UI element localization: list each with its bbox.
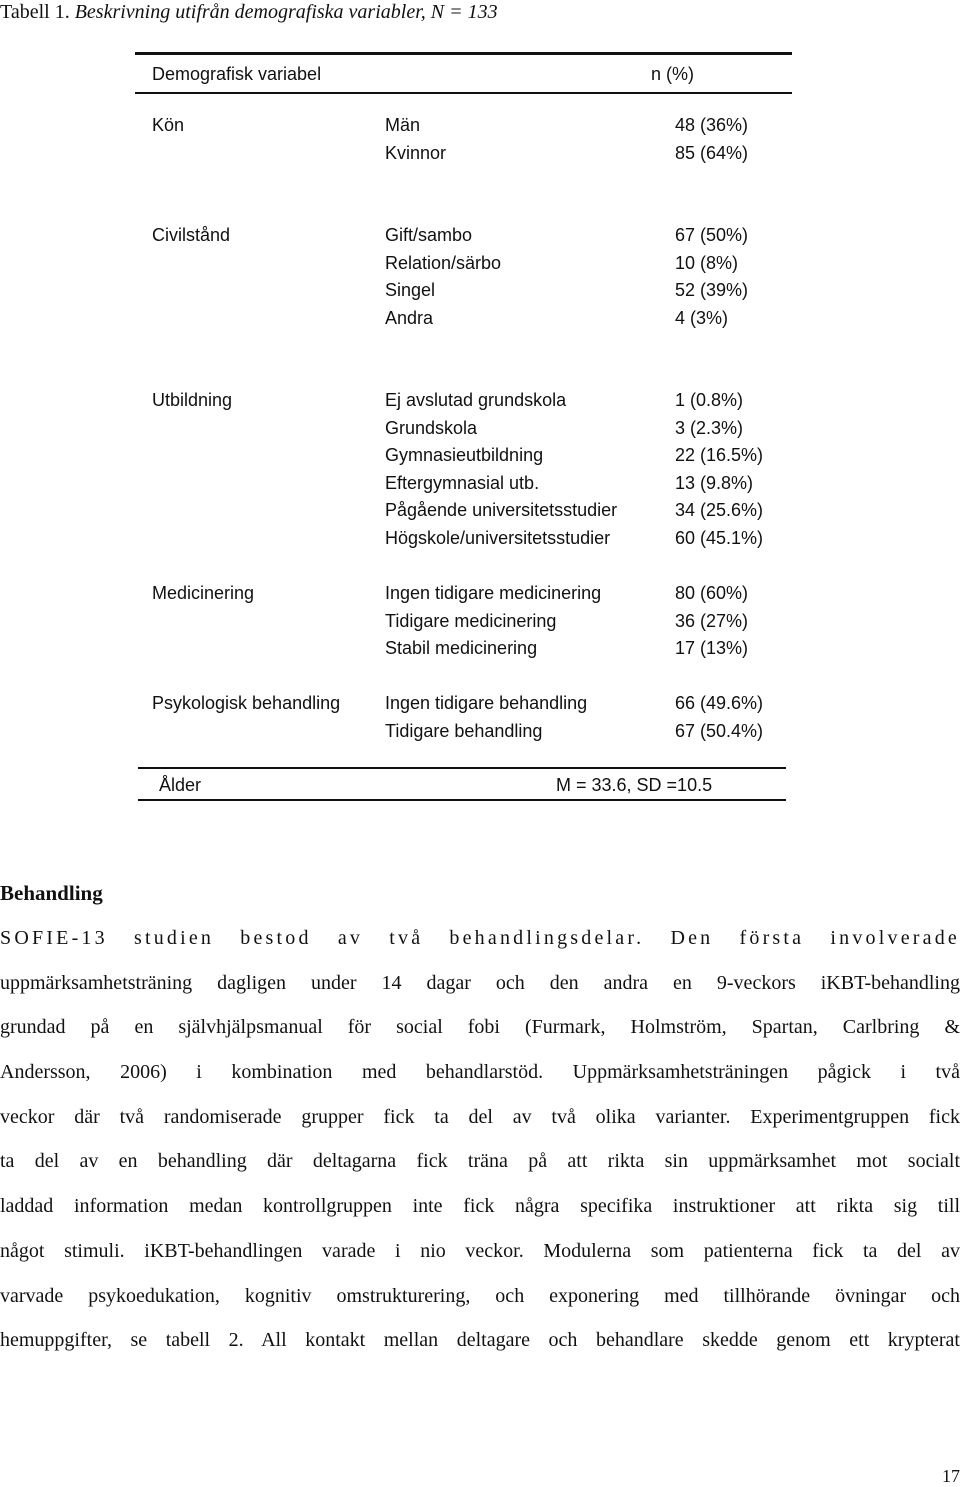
row-value: 36 (27%) — [675, 610, 749, 631]
group-name: Medicinering — [152, 583, 255, 603]
row-category: Andra — [385, 307, 434, 328]
row-value: 67 (50%) — [675, 225, 749, 245]
row-value: 52 (39%) — [675, 280, 749, 300]
table-row — [385, 497, 785, 525]
row-category: Gift/sambo — [385, 225, 473, 245]
body-paragraph — [0, 916, 960, 1363]
row-category: Eftergymnasial utb. — [385, 472, 540, 493]
table-row — [385, 305, 785, 333]
age-value: M = 33.6, SD =10.5 — [556, 775, 713, 795]
row-value: 22 (16.5%) — [675, 445, 764, 465]
row-value: 13 (9.8%) — [675, 472, 754, 493]
row-value: 80 (60%) — [675, 583, 749, 603]
table-row — [385, 222, 785, 250]
table-row — [385, 690, 785, 718]
row-category: Män — [385, 115, 421, 135]
table-bottom-rule — [138, 799, 786, 801]
group-name: Civilstånd — [152, 225, 231, 245]
group-name: Psykologisk behandling — [152, 693, 341, 713]
age-label: Ålder — [159, 775, 202, 795]
row-category: Singel — [385, 280, 436, 300]
paragraph-line: SOFIE-13 studien bestod av två behandlingsdelar. Den första involverade — [0, 927, 960, 949]
row-category: Ingen tidigare medicinering — [385, 583, 602, 603]
row-category: Gymnasieutbildning — [385, 445, 544, 465]
table-row — [385, 470, 785, 498]
section-heading: Behandling — [0, 881, 103, 905]
row-category: Grundskola — [385, 417, 478, 438]
row-value: 1 (0.8%) — [675, 390, 744, 410]
paragraph-line: uppmärksamhetsträning dagligen under 14 dagar och den andra en 9-veckors iKBT-behandling — [0, 971, 960, 994]
paragraph-line: grundad på en självhjälpsmanual för social fobi (Furmark, Holmström, Spartan, Carlbring & — [0, 1016, 960, 1039]
table-row — [385, 140, 785, 168]
table-header-rule — [135, 92, 792, 94]
row-category: Tidigare behandling — [385, 720, 543, 741]
row-value: 48 (36%) — [675, 115, 749, 135]
row-category: Ingen tidigare behandling — [385, 693, 588, 713]
row-category: Högskole/universitetsstudier — [385, 527, 611, 548]
row-value: 17 (13%) — [675, 638, 749, 658]
caption-text: Beskrivning utifrån demografiska variabler, N = 133 — [74, 1, 498, 23]
table-top-rule — [135, 52, 792, 55]
paragraph-line: laddad information medan kontrollgruppen inte fick några specifika instruktioner att rikta sig till — [0, 1195, 960, 1218]
group-name: Kön — [152, 115, 185, 135]
table-row — [385, 580, 785, 608]
table-row — [385, 442, 785, 470]
row-category: Kvinnor — [385, 142, 447, 163]
table-row — [385, 718, 785, 746]
age-top-rule — [138, 767, 786, 769]
header-n: n (%) — [651, 64, 695, 84]
table-row — [385, 277, 785, 305]
table-row — [385, 112, 785, 140]
paragraph-line: ta del av en behandling där deltagarna fick träna på att rikta sin uppmärksamhet mot socialt — [0, 1150, 960, 1173]
group-name: Utbildning — [152, 390, 233, 410]
table-row — [385, 415, 785, 443]
row-value: 4 (3%) — [675, 307, 729, 328]
table-row — [385, 635, 785, 663]
row-value: 67 (50.4%) — [675, 720, 764, 741]
table-row — [385, 525, 785, 553]
row-category: Tidigare medicinering — [385, 610, 557, 631]
row-value: 66 (49.6%) — [675, 693, 764, 713]
row-value: 10 (8%) — [675, 252, 739, 273]
row-category: Pågående universitetsstudier — [385, 500, 618, 520]
caption-label: Tabell 1. — [0, 1, 70, 23]
paragraph-line: varvade psykoedukation, kognitiv omstrukturering, och exponering med tillhörande övningar och — [0, 1284, 960, 1307]
row-value: 34 (25.6%) — [675, 500, 764, 520]
table-row — [385, 387, 785, 415]
row-value: 3 (2.3%) — [675, 417, 744, 438]
paragraph-line: veckor där två randomiserade grupper fick ta del av två olika varianter. Experimentgruppen fick — [0, 1105, 960, 1128]
paragraph-line: något stimuli. iKBT-behandlingen varade i nio veckor. Modulerna som patienterna fick ta del av — [0, 1239, 960, 1262]
age-row — [135, 772, 792, 798]
table-caption — [0, 0, 498, 24]
row-category: Stabil medicinering — [385, 638, 538, 658]
table-header-row — [135, 62, 792, 86]
table-row — [385, 250, 785, 278]
table-row — [385, 608, 785, 636]
row-value: 60 (45.1%) — [675, 527, 764, 548]
header-variable: Demografisk variabel — [152, 64, 322, 84]
page-number: 17 — [942, 1466, 960, 1486]
row-category: Relation/särbo — [385, 252, 502, 273]
paragraph-line: hemuppgifter, se tabell 2. All kontakt mellan deltagare och behandlare skedde genom ett krypterat — [0, 1329, 960, 1352]
row-category: Ej avslutad grundskola — [385, 390, 567, 410]
row-value: 85 (64%) — [675, 142, 749, 163]
paragraph-line: Andersson, 2006) i kombination med behandlarstöd. Uppmärksamhetsträningen pågick i två — [0, 1061, 960, 1084]
